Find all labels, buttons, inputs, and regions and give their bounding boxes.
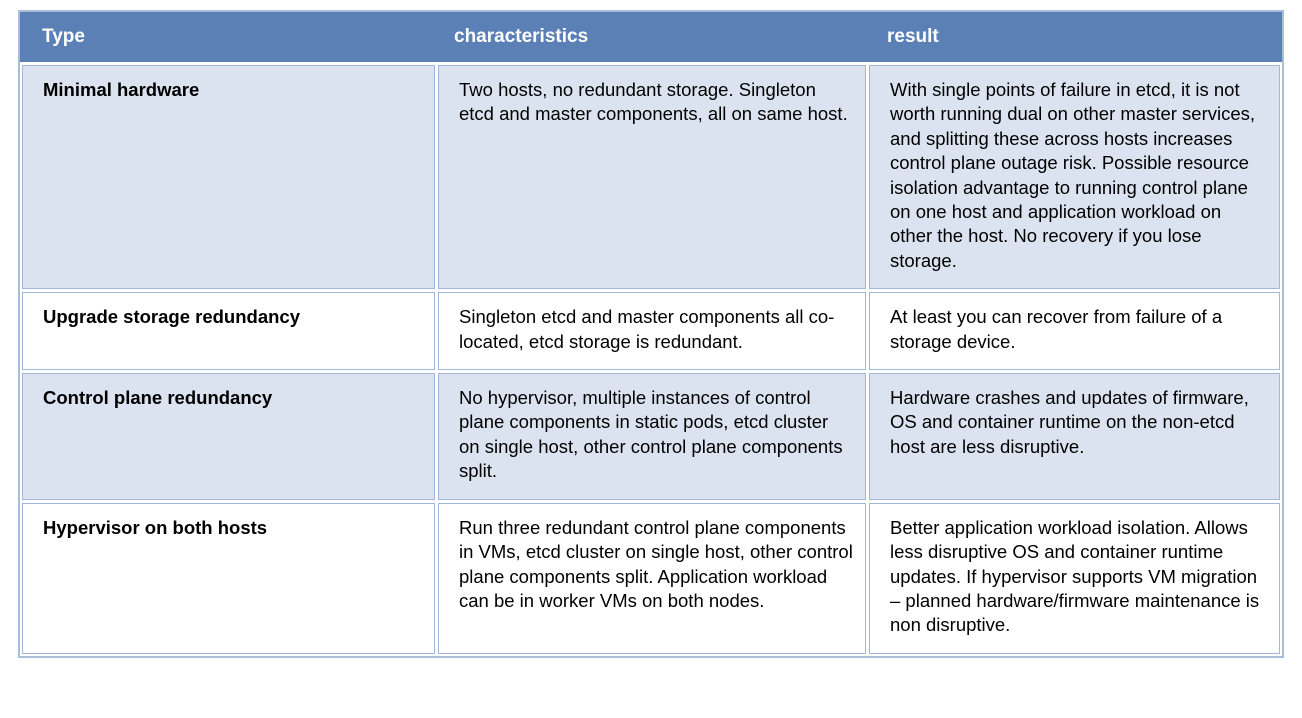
- cell-characteristics: Singleton etcd and master components all co-located, etcd storage is redundant.: [438, 292, 866, 370]
- column-header-result: result: [887, 26, 939, 47]
- cell-result: Hardware crashes and updates of firmware, OS and container runtime on the non-etcd host are less disruptive.: [869, 373, 1280, 500]
- table-row: [22, 65, 1280, 289]
- cell-type: Upgrade storage redundancy: [22, 292, 435, 370]
- table-row: [22, 503, 1280, 654]
- comparison-table: [18, 10, 1284, 658]
- column-header-type: Type: [42, 26, 85, 47]
- cell-characteristics: No hypervisor, multiple instances of control plane components in static pods, etcd cluster on single host, other control plane components split.: [438, 373, 866, 500]
- cell-type: Minimal hardware: [22, 65, 435, 289]
- cell-result: At least you can recover from failure of a storage device.: [869, 292, 1280, 370]
- column-header-characteristics: characteristics: [454, 26, 589, 47]
- cell-type: Hypervisor on both hosts: [22, 503, 435, 654]
- cell-result: With single points of failure in etcd, it is not worth running dual on other master services, and splitting these across hosts increases control plane outage risk. Possible resource isolation advantage to running control plane on one host and application workload on other the host. No recovery if you lose storage.: [869, 65, 1280, 289]
- table-body: [20, 65, 1282, 654]
- cell-type: Control plane redundancy: [22, 373, 435, 500]
- header-row: [20, 12, 1282, 62]
- table-row: [22, 373, 1280, 500]
- cell-characteristics: Run three redundant control plane components in VMs, etcd cluster on single host, other control plane components split. Application workload can be in worker VMs on both nodes.: [438, 503, 866, 654]
- table-row: [22, 292, 1280, 370]
- cell-characteristics: Two hosts, no redundant storage. Singleton etcd and master components, all on same host.: [438, 65, 866, 289]
- cell-result: Better application workload isolation. Allows less disruptive OS and container runtime updates. If hypervisor supports VM migration – planned hardware/firmware maintenance is non disruptive.: [869, 503, 1280, 654]
